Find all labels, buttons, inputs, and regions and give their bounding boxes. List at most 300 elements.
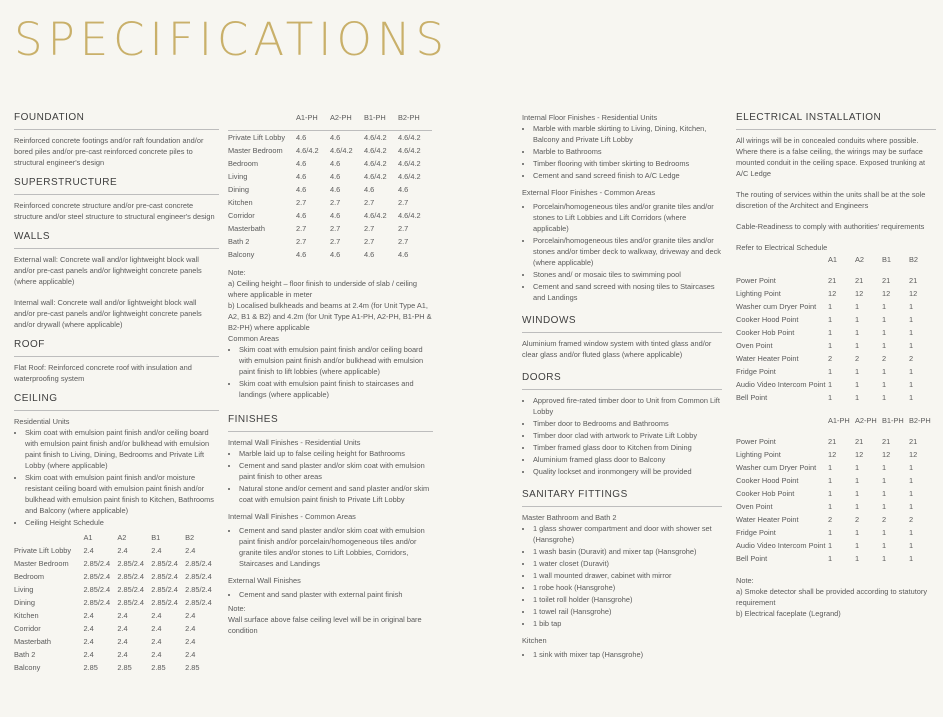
roof-section <box>14 339 219 384</box>
table-header: A1-PH <box>296 112 330 131</box>
table-cell: 1 <box>882 328 887 337</box>
table-cell: 21 <box>882 276 891 285</box>
table-row <box>736 391 936 404</box>
table-cell: 2.85/2.4 <box>117 572 145 581</box>
table-row <box>736 539 936 552</box>
table-cell: Cooker Hob Point <box>736 328 795 337</box>
table-cell: 2.85/2.4 <box>185 559 212 568</box>
doors-section <box>522 372 722 477</box>
table-header: B1-PH <box>882 416 904 425</box>
electrical-note-label: Note: <box>736 576 754 585</box>
table-cell: 2.85 <box>185 663 200 672</box>
table-row <box>228 222 432 235</box>
roof-heading: ROOF <box>14 339 219 357</box>
list-item: • Cement and sand screed with nosing tiles to Staircases and Landings <box>533 281 722 303</box>
table-cell: 1 <box>882 380 887 389</box>
table-cell: 2 <box>855 515 860 524</box>
ceiling-note <box>228 267 433 400</box>
electrical-p4: Refer to Electrical Schedule <box>736 243 828 252</box>
table-row <box>228 248 432 261</box>
table-cell: Water Heater Point <box>736 354 799 363</box>
note-b: b) Localised bulkheads and beams at 2.4m (for Unit Type A1, A2, B1 & B2) and 4.2m (for Unit Type A1-PH, A2-PH, B1-PH & B2-PH) where applicable <box>228 301 432 332</box>
list-item: • Aluminium framed glass door to Balcony <box>533 454 722 465</box>
table-cell: 1 <box>882 463 887 472</box>
table-cell: 1 <box>882 315 887 324</box>
table-cell: 2 <box>882 515 887 524</box>
table-cell: 1 <box>828 502 833 511</box>
table-cell: 2.7 <box>364 224 375 233</box>
table-cell: 1 <box>855 302 860 311</box>
table-row <box>736 365 936 378</box>
list-item: • Cement and sand plaster and/or skim coat with emulsion paint finish to other areas <box>239 460 433 482</box>
table-cell: 2 <box>909 515 914 524</box>
table-cell: Master Bedroom <box>14 559 69 568</box>
table-header: B2-PH <box>909 416 931 425</box>
table-cell: 2.85/2.4 <box>83 585 111 594</box>
page-title: SPECIFICATIONS <box>14 13 450 66</box>
table-row <box>228 170 432 183</box>
list-item: • Timber flooring with timber skirting to Bedrooms <box>533 158 722 169</box>
table-cell: 4.6 <box>296 172 307 181</box>
table-header <box>736 414 828 427</box>
table-cell: 1 <box>828 341 833 350</box>
table-cell: 2.4 <box>185 650 196 659</box>
table-row <box>14 570 219 583</box>
table-cell: Bedroom <box>228 159 258 168</box>
table-cell: Bath 2 <box>228 237 250 246</box>
table-cell: 2.85/2.4 <box>83 559 111 568</box>
table-row <box>736 435 936 448</box>
list-item: • 1 water closet (Duravit) <box>533 558 722 569</box>
electrical-note-a: a) Smoke detector shall be provided according to statutory requirement <box>736 587 928 607</box>
list-item: • 1 bib tap <box>533 618 722 629</box>
table-cell: 4.6 <box>364 185 375 194</box>
ceiling-sub: Residential Units <box>14 417 70 426</box>
table-row <box>14 609 219 622</box>
table-cell: Kitchen <box>14 611 39 620</box>
sanitary-master-list <box>522 523 722 629</box>
table-header: A1 <box>828 255 838 264</box>
superstructure-section <box>14 177 219 222</box>
table-cell: 21 <box>909 276 918 285</box>
table-cell: Corridor <box>14 624 41 633</box>
list-item: • Timber framed glass door to Kitchen from Dining <box>533 442 722 453</box>
table-row <box>736 448 936 461</box>
table-cell: 4.6/4.2 <box>398 211 421 220</box>
table-cell: 2.7 <box>364 198 375 207</box>
column-2 <box>228 112 433 645</box>
table-cell: 4.6/4.2 <box>364 211 387 220</box>
table-row <box>14 622 219 635</box>
electrical-table-1 <box>736 253 936 404</box>
table-cell: 2.4 <box>151 637 162 646</box>
table-cell: 2.85/2.4 <box>83 572 111 581</box>
electrical-p1: All wirings will be in concealed conduits where possible. Where there is a false ceiling, the wirings may be surface mounted conduit in the ceiling space. Exposed trunking at A/C Ledge <box>736 136 925 178</box>
table-cell: 12 <box>882 289 891 298</box>
table-cell: 1 <box>909 554 914 563</box>
table-cell: 1 <box>909 528 914 537</box>
table-cell: Audio Video Intercom Point <box>736 541 826 550</box>
list-item: • Quality lockset and ironmongery will be provided <box>533 466 722 477</box>
table-cell: Cooker Hood Point <box>736 476 799 485</box>
table-cell: 1 <box>855 463 860 472</box>
table-header: B1 <box>151 533 161 542</box>
table-row <box>228 183 432 196</box>
electrical-note-b: b) Electrical faceplate (Legrand) <box>736 609 841 618</box>
table-cell: 21 <box>882 437 891 446</box>
table-cell: 2.85/2.4 <box>151 585 178 594</box>
table-cell: 1 <box>828 393 833 402</box>
table-cell: 1 <box>855 541 860 550</box>
list-item: • Marble to Bathrooms <box>533 146 722 157</box>
doors-list <box>522 395 722 477</box>
table-cell: 1 <box>882 502 887 511</box>
table-cell: 1 <box>909 380 914 389</box>
electrical-p3: Cable-Readiness to comply with authorities' requirements <box>736 222 925 231</box>
table-cell: 1 <box>828 476 833 485</box>
table-cell: 1 <box>855 341 860 350</box>
walls-heading: WALLS <box>14 231 219 249</box>
table-cell: Balcony <box>14 663 41 672</box>
electrical-heading: ELECTRICAL INSTALLATION <box>736 112 936 130</box>
ceiling-list <box>14 427 219 528</box>
table-cell: 12 <box>882 450 891 459</box>
electrical-section <box>736 112 936 619</box>
table-cell: 2 <box>909 354 914 363</box>
table-cell: 21 <box>909 437 918 446</box>
table-cell: Fridge Point <box>736 367 776 376</box>
finishes-note: Wall surface above false ceiling level will be in original bare condition <box>228 615 422 635</box>
list-item: • Skim coat with emulsion paint finish and/or ceiling board with emulsion paint finish and/or bulkhead with emulsion paint finish to Living, Dining, Bedrooms and Private Lift Lobby (where applicable) <box>25 427 219 471</box>
table-cell: 2.7 <box>296 224 307 233</box>
internal-common-list <box>228 525 433 569</box>
table-cell: 4.6/4.2 <box>398 172 421 181</box>
table-cell: 1 <box>855 393 860 402</box>
list-item: • Timber door to Bedrooms and Bathrooms <box>533 418 722 429</box>
table-cell: 1 <box>855 489 860 498</box>
internal-wall-list <box>228 448 433 505</box>
floor-res-list <box>522 123 722 181</box>
table-header: B1 <box>882 255 892 264</box>
table-row <box>736 313 936 326</box>
table-cell: 1 <box>828 541 833 550</box>
column-4 <box>736 112 936 628</box>
table-cell: 2.4 <box>83 611 94 620</box>
table-cell: 2.85 <box>83 663 98 672</box>
table-cell: 4.6 <box>398 250 409 259</box>
table-row <box>14 661 219 674</box>
table-cell: Oven Point <box>736 341 773 350</box>
floor-ext-label: External Floor Finishes - Common Areas <box>522 188 656 197</box>
table-row <box>736 287 936 300</box>
electrical-note <box>736 575 936 619</box>
list-item: • 1 sink with mixer tap (Hansgrohe) <box>533 649 722 660</box>
table-cell: 2.85/2.4 <box>151 572 178 581</box>
list-item: • 1 wall mounted drawer, cabinet with mirror <box>533 570 722 581</box>
table-cell: Private Lift Lobby <box>228 133 286 142</box>
foundation-section <box>14 112 219 168</box>
table-cell: Cooker Hood Point <box>736 315 799 324</box>
table-cell: 2.4 <box>83 624 94 633</box>
table-cell: 2.4 <box>117 624 128 633</box>
sanitary-section <box>522 489 722 660</box>
table-row <box>736 500 936 513</box>
table-cell: 4.6 <box>296 133 307 142</box>
table-cell: 1 <box>882 393 887 402</box>
table-row <box>736 300 936 313</box>
table-cell: 2.7 <box>296 237 307 246</box>
table-cell: 4.6 <box>330 185 341 194</box>
list-item: • Stones and/ or mosaic tiles to swimming pool <box>533 269 722 280</box>
table-cell: 4.6 <box>330 250 341 259</box>
list-item: • Ceiling Height Schedule <box>25 517 219 528</box>
table-cell: 1 <box>828 328 833 337</box>
internal-common-label: Internal Wall Finishes - Common Areas <box>228 512 356 521</box>
table-row <box>736 352 936 365</box>
table-cell: 2 <box>855 354 860 363</box>
list-item: • Natural stone and/or cement and sand plaster and/or skim coat with emulsion paint finish to Private Lift Lobby <box>239 483 433 505</box>
table-cell: 1 <box>855 554 860 563</box>
table-cell: 12 <box>855 289 864 298</box>
table-row <box>228 209 432 222</box>
table-row <box>736 378 936 391</box>
table-cell: 1 <box>909 502 914 511</box>
list-item: • Porcelain/homogeneous tiles and/or granite tiles and/or stones and/or timber deck to walkway, driveway and deck (where applicable) <box>533 235 722 268</box>
table-header: A2-PH <box>855 416 877 425</box>
floor-ext-list <box>522 201 722 303</box>
table-cell: Audio Video Intercom Point <box>736 380 826 389</box>
table-cell: 21 <box>828 276 837 285</box>
floor-finishes <box>522 112 722 303</box>
table-header: B2-PH <box>398 112 432 131</box>
table-cell: 4.6 <box>296 250 307 259</box>
windows-text: Aluminium framed window system with tinted glass and/or clear glass and/or fluted glass (where applicable) <box>522 339 712 359</box>
table-cell: 12 <box>855 450 864 459</box>
table-cell: 4.6 <box>398 185 409 194</box>
list-item: • Timber door clad with artwork to Private Lift Lobby <box>533 430 722 441</box>
table-cell: Bath 2 <box>14 650 36 659</box>
table-cell: 1 <box>882 528 887 537</box>
table-cell: 2.85/2.4 <box>83 598 111 607</box>
table-cell: 1 <box>909 541 914 550</box>
list-item: • Marble with marble skirting to Living, Dining, Kitchen, Balcony and Private Lift Lobby <box>533 123 722 145</box>
table-cell: 4.6/4.2 <box>398 159 421 168</box>
roof-text: Flat Roof: Reinforced concrete roof with insulation and waterproofing system <box>14 363 192 383</box>
table-cell: 2.85 <box>151 663 166 672</box>
table-header: A2 <box>117 533 127 542</box>
table-cell: 21 <box>855 276 864 285</box>
table-row <box>228 196 432 209</box>
table-row <box>228 131 432 145</box>
table-cell: 1 <box>828 315 833 324</box>
table-cell: 2.4 <box>151 650 162 659</box>
table-cell: 1 <box>828 463 833 472</box>
note-label: Note: <box>228 268 246 277</box>
table-cell: Oven Point <box>736 502 773 511</box>
table-cell: Bedroom <box>14 572 44 581</box>
table-cell: 1 <box>828 528 833 537</box>
table-cell: 2.4 <box>185 624 196 633</box>
table-cell: 4.6 <box>296 159 307 168</box>
table-cell: 1 <box>855 380 860 389</box>
table-cell: 1 <box>882 476 887 485</box>
table-header: A2 <box>855 255 865 264</box>
table-cell: 2.4 <box>151 624 162 633</box>
list-item: • Cement and sand plaster with external paint finish <box>239 589 433 600</box>
table-cell: Balcony <box>228 250 255 259</box>
table-cell: 4.6/4.2 <box>398 146 421 155</box>
walls-section <box>14 231 219 330</box>
list-item: • 1 toilet roll holder (Hansgrohe) <box>533 594 722 605</box>
table-cell: 2.85/2.4 <box>117 598 145 607</box>
table-cell: 1 <box>909 489 914 498</box>
table-header: B1-PH <box>364 112 398 131</box>
table-row <box>736 461 936 474</box>
table-cell: 1 <box>828 302 833 311</box>
table-cell: Power Point <box>736 437 776 446</box>
table-cell: Masterbath <box>228 224 265 233</box>
table-header <box>14 531 83 544</box>
table-header-row <box>736 253 936 266</box>
note-a: a) Ceiling height – floor finish to underside of slab / ceiling where applicable in meter <box>228 279 417 299</box>
table-cell: Living <box>228 172 248 181</box>
table-row <box>228 157 432 170</box>
table-cell: 12 <box>909 289 918 298</box>
electrical-table-2 <box>736 414 936 565</box>
table-row <box>14 544 219 557</box>
walls-internal: Internal wall: Concrete wall and/or lightweight block wall and/or pre-cast panels and/or lightweight concrete panels and/or drywall (where applicable) <box>14 298 202 329</box>
table-cell: 2.4 <box>117 546 128 555</box>
table-cell: 4.6 <box>364 250 375 259</box>
table-cell: 1 <box>909 302 914 311</box>
table-cell: 4.6 <box>330 159 341 168</box>
column-1 <box>14 112 219 683</box>
list-item: • Cement and sand plaster and/or skim coat with emulsion paint finish and/or porcelain/homogeneous tiles and/or granite tiles and/or stones to Lift Lobbies, Corridors, Staircases and Landings <box>239 525 433 569</box>
table-cell: 2.7 <box>398 224 409 233</box>
table-cell: Kitchen <box>228 198 253 207</box>
table-cell: 4.6/4.2 <box>296 146 319 155</box>
table-cell: 1 <box>828 367 833 376</box>
table-cell: 1 <box>909 393 914 402</box>
table-cell: 1 <box>855 502 860 511</box>
floor-res-label: Internal Floor Finishes - Residential Units <box>522 113 658 122</box>
table-cell: 2.4 <box>83 546 94 555</box>
table-cell: Water Heater Point <box>736 515 799 524</box>
table-cell: 4.6/4.2 <box>364 133 387 142</box>
table-cell: 1 <box>855 476 860 485</box>
list-item: • Porcelain/homogeneous tiles and/or granite tiles and/or stones to Lift Lobbies and Lift Corridors (where applicable) <box>533 201 722 234</box>
table-cell: 21 <box>828 437 837 446</box>
table-cell: 1 <box>882 541 887 550</box>
table-cell: 2.4 <box>185 637 196 646</box>
table-cell: 1 <box>909 367 914 376</box>
superstructure-heading: SUPERSTRUCTURE <box>14 177 219 195</box>
table-cell: Lighting Point <box>736 450 781 459</box>
table-cell: Fridge Point <box>736 528 776 537</box>
table-header: A2-PH <box>330 112 364 131</box>
table-cell: Bell Point <box>736 554 768 563</box>
table-cell: 4.6/4.2 <box>330 146 353 155</box>
table-cell: Living <box>14 585 34 594</box>
table-cell: 4.6 <box>330 211 341 220</box>
table-cell: 4.6/4.2 <box>398 133 421 142</box>
table-cell: 1 <box>882 489 887 498</box>
table-cell: 2 <box>882 354 887 363</box>
table-cell: 12 <box>828 450 837 459</box>
foundation-heading: FOUNDATION <box>14 112 219 130</box>
table-cell: Masterbath <box>14 637 51 646</box>
table-row <box>736 339 936 352</box>
table-cell: 4.6 <box>330 172 341 181</box>
sanitary-master-label: Master Bathroom and Bath 2 <box>522 513 617 522</box>
table-cell: 1 <box>855 528 860 537</box>
common-areas-label: Common Areas <box>228 334 279 343</box>
table-cell: 2.7 <box>398 198 409 207</box>
table-header <box>736 253 828 266</box>
table-cell: 1 <box>828 380 833 389</box>
table-cell: 2.85/2.4 <box>185 585 212 594</box>
sanitary-kitchen-list <box>522 649 722 660</box>
table-row <box>228 144 432 157</box>
table-header: A1-PH <box>828 416 850 425</box>
list-item: • Cement and sand screed finish to A/C Ledge <box>533 170 722 181</box>
table-row <box>14 557 219 570</box>
external-wall-list <box>228 589 433 600</box>
table-cell: Washer cum Dryer Point <box>736 463 817 472</box>
table-cell: Dining <box>228 185 249 194</box>
table-cell: 1 <box>909 476 914 485</box>
table-cell: 2.7 <box>296 198 307 207</box>
table-cell: 1 <box>828 489 833 498</box>
list-item: • 1 wash basin (Duravit) and mixer tap (Hansgrohe) <box>533 546 722 557</box>
table-row <box>736 487 936 500</box>
table-cell: 4.6 <box>296 185 307 194</box>
table-cell: 21 <box>855 437 864 446</box>
table-row <box>736 474 936 487</box>
table-cell: Washer cum Dryer Point <box>736 302 817 311</box>
list-item: • 1 towel rail (Hansgrohe) <box>533 606 722 617</box>
table-cell: 1 <box>882 341 887 350</box>
table-cell: 2.4 <box>83 650 94 659</box>
table-cell: 2.7 <box>330 198 341 207</box>
table-cell: Lighting Point <box>736 289 781 298</box>
table-cell: 1 <box>855 315 860 324</box>
table-header: B2 <box>909 255 919 264</box>
table-cell: Master Bedroom <box>228 146 283 155</box>
ceiling-height-table <box>14 531 219 674</box>
table-cell: 12 <box>909 450 918 459</box>
table-cell: 1 <box>909 463 914 472</box>
list-item: • 1 glass shower compartment and door with shower set (Hansgrohe) <box>533 523 722 545</box>
table-cell: 1 <box>882 302 887 311</box>
table-cell: 1 <box>909 341 914 350</box>
table-cell: 2.4 <box>185 611 196 620</box>
table-header-row <box>228 112 432 131</box>
table-cell: 4.6 <box>330 133 341 142</box>
table-cell: 4.6/4.2 <box>364 159 387 168</box>
table-row <box>736 552 936 565</box>
table-cell: Private Lift Lobby <box>14 546 72 555</box>
table-cell: 2.7 <box>364 237 375 246</box>
walls-external: External wall: Concrete wall and/or lightweight block wall and/or pre-cast panels and/or lightweight concrete panels (where applicable) <box>14 255 202 286</box>
table-cell: 4.6/4.2 <box>364 146 387 155</box>
list-item: • Skim coat with emulsion paint finish and/or ceiling board with emulsion paint finish and/or bulkhead with emulsion paint finish to lift lobbies (where applicable) <box>239 344 433 377</box>
table-header-row <box>14 531 219 544</box>
table-cell: 2.7 <box>330 224 341 233</box>
table-row <box>14 596 219 609</box>
ceiling-heading: CEILING <box>14 393 219 411</box>
table-cell: 2.85/2.4 <box>151 559 178 568</box>
